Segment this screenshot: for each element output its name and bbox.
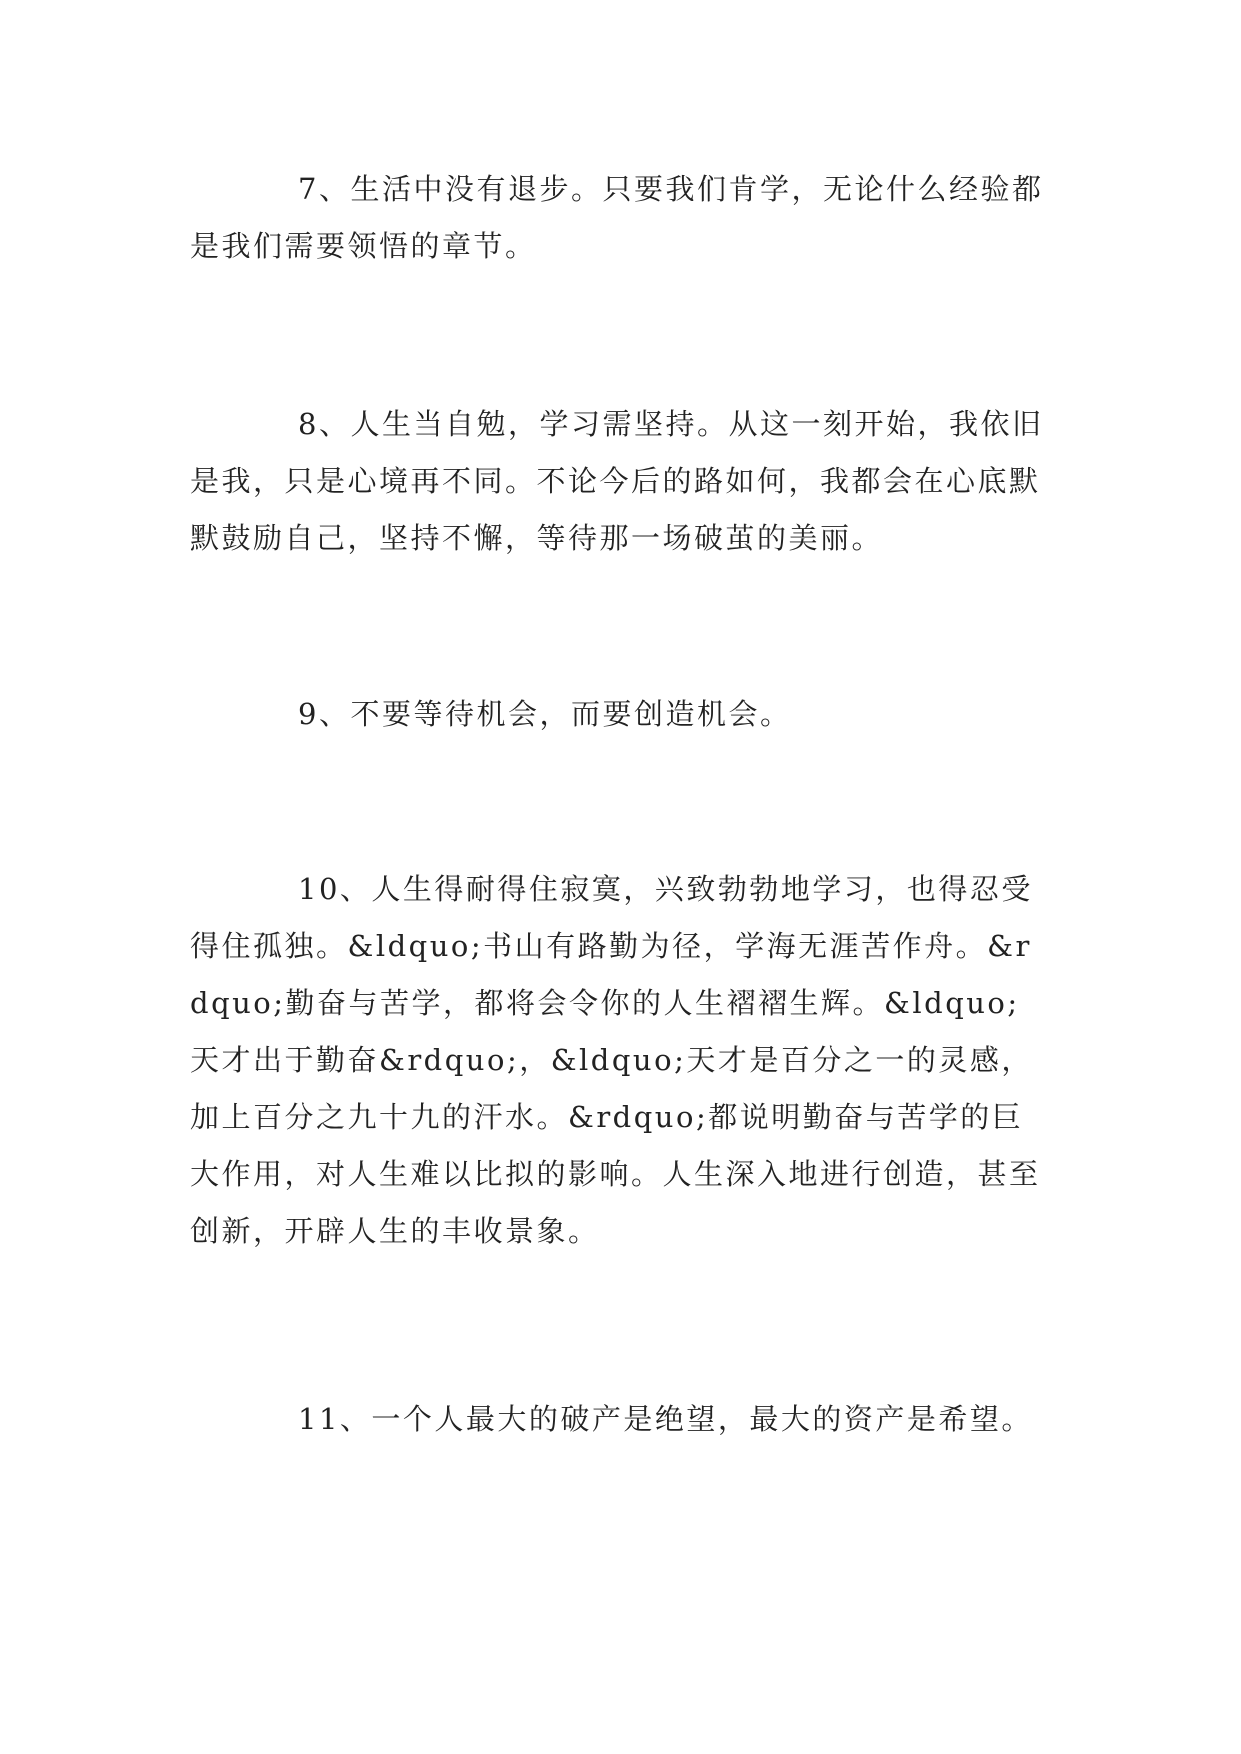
paragraph-7: 7、生活中没有退步。只要我们肯学，无论什么经验都是我们需要领悟的章节。 bbox=[190, 172, 1044, 263]
paragraph-8: 8、人生当自勉，学习需坚持。从这一刻开始，我依旧是我，只是心境再不同。不论今后的路如何，我都会在心底默默鼓励自己，坚持不懈，等待那一场破茧的美丽。 bbox=[190, 407, 1044, 555]
paragraph-11: 11、一个人最大的破产是绝望，最大的资产是希望。 bbox=[298, 1402, 1033, 1436]
paragraph-9: 9、不要等待机会，而要创造机会。 bbox=[298, 697, 792, 731]
paragraph-10: 10、人生得耐得住寂寞，兴致勃勃地学习，也得忍受得住孤独。&ldquo;书山有路勤为径，学海无涯苦作舟。&rdquo;勤奋与苦学，都将会令你的人生褶褶生辉。&ldquo;天才出于勤奋&rdquo;，&ldquo;天才是百分之一的灵感，加上百分之九十九的汗水。&rdquo;都说明勤奋与苦学的巨大作用，对人生难以比拟的影响。人生深入地进行创造，甚至创新，开辟人生的丰收景象。 bbox=[190, 872, 1041, 1248]
